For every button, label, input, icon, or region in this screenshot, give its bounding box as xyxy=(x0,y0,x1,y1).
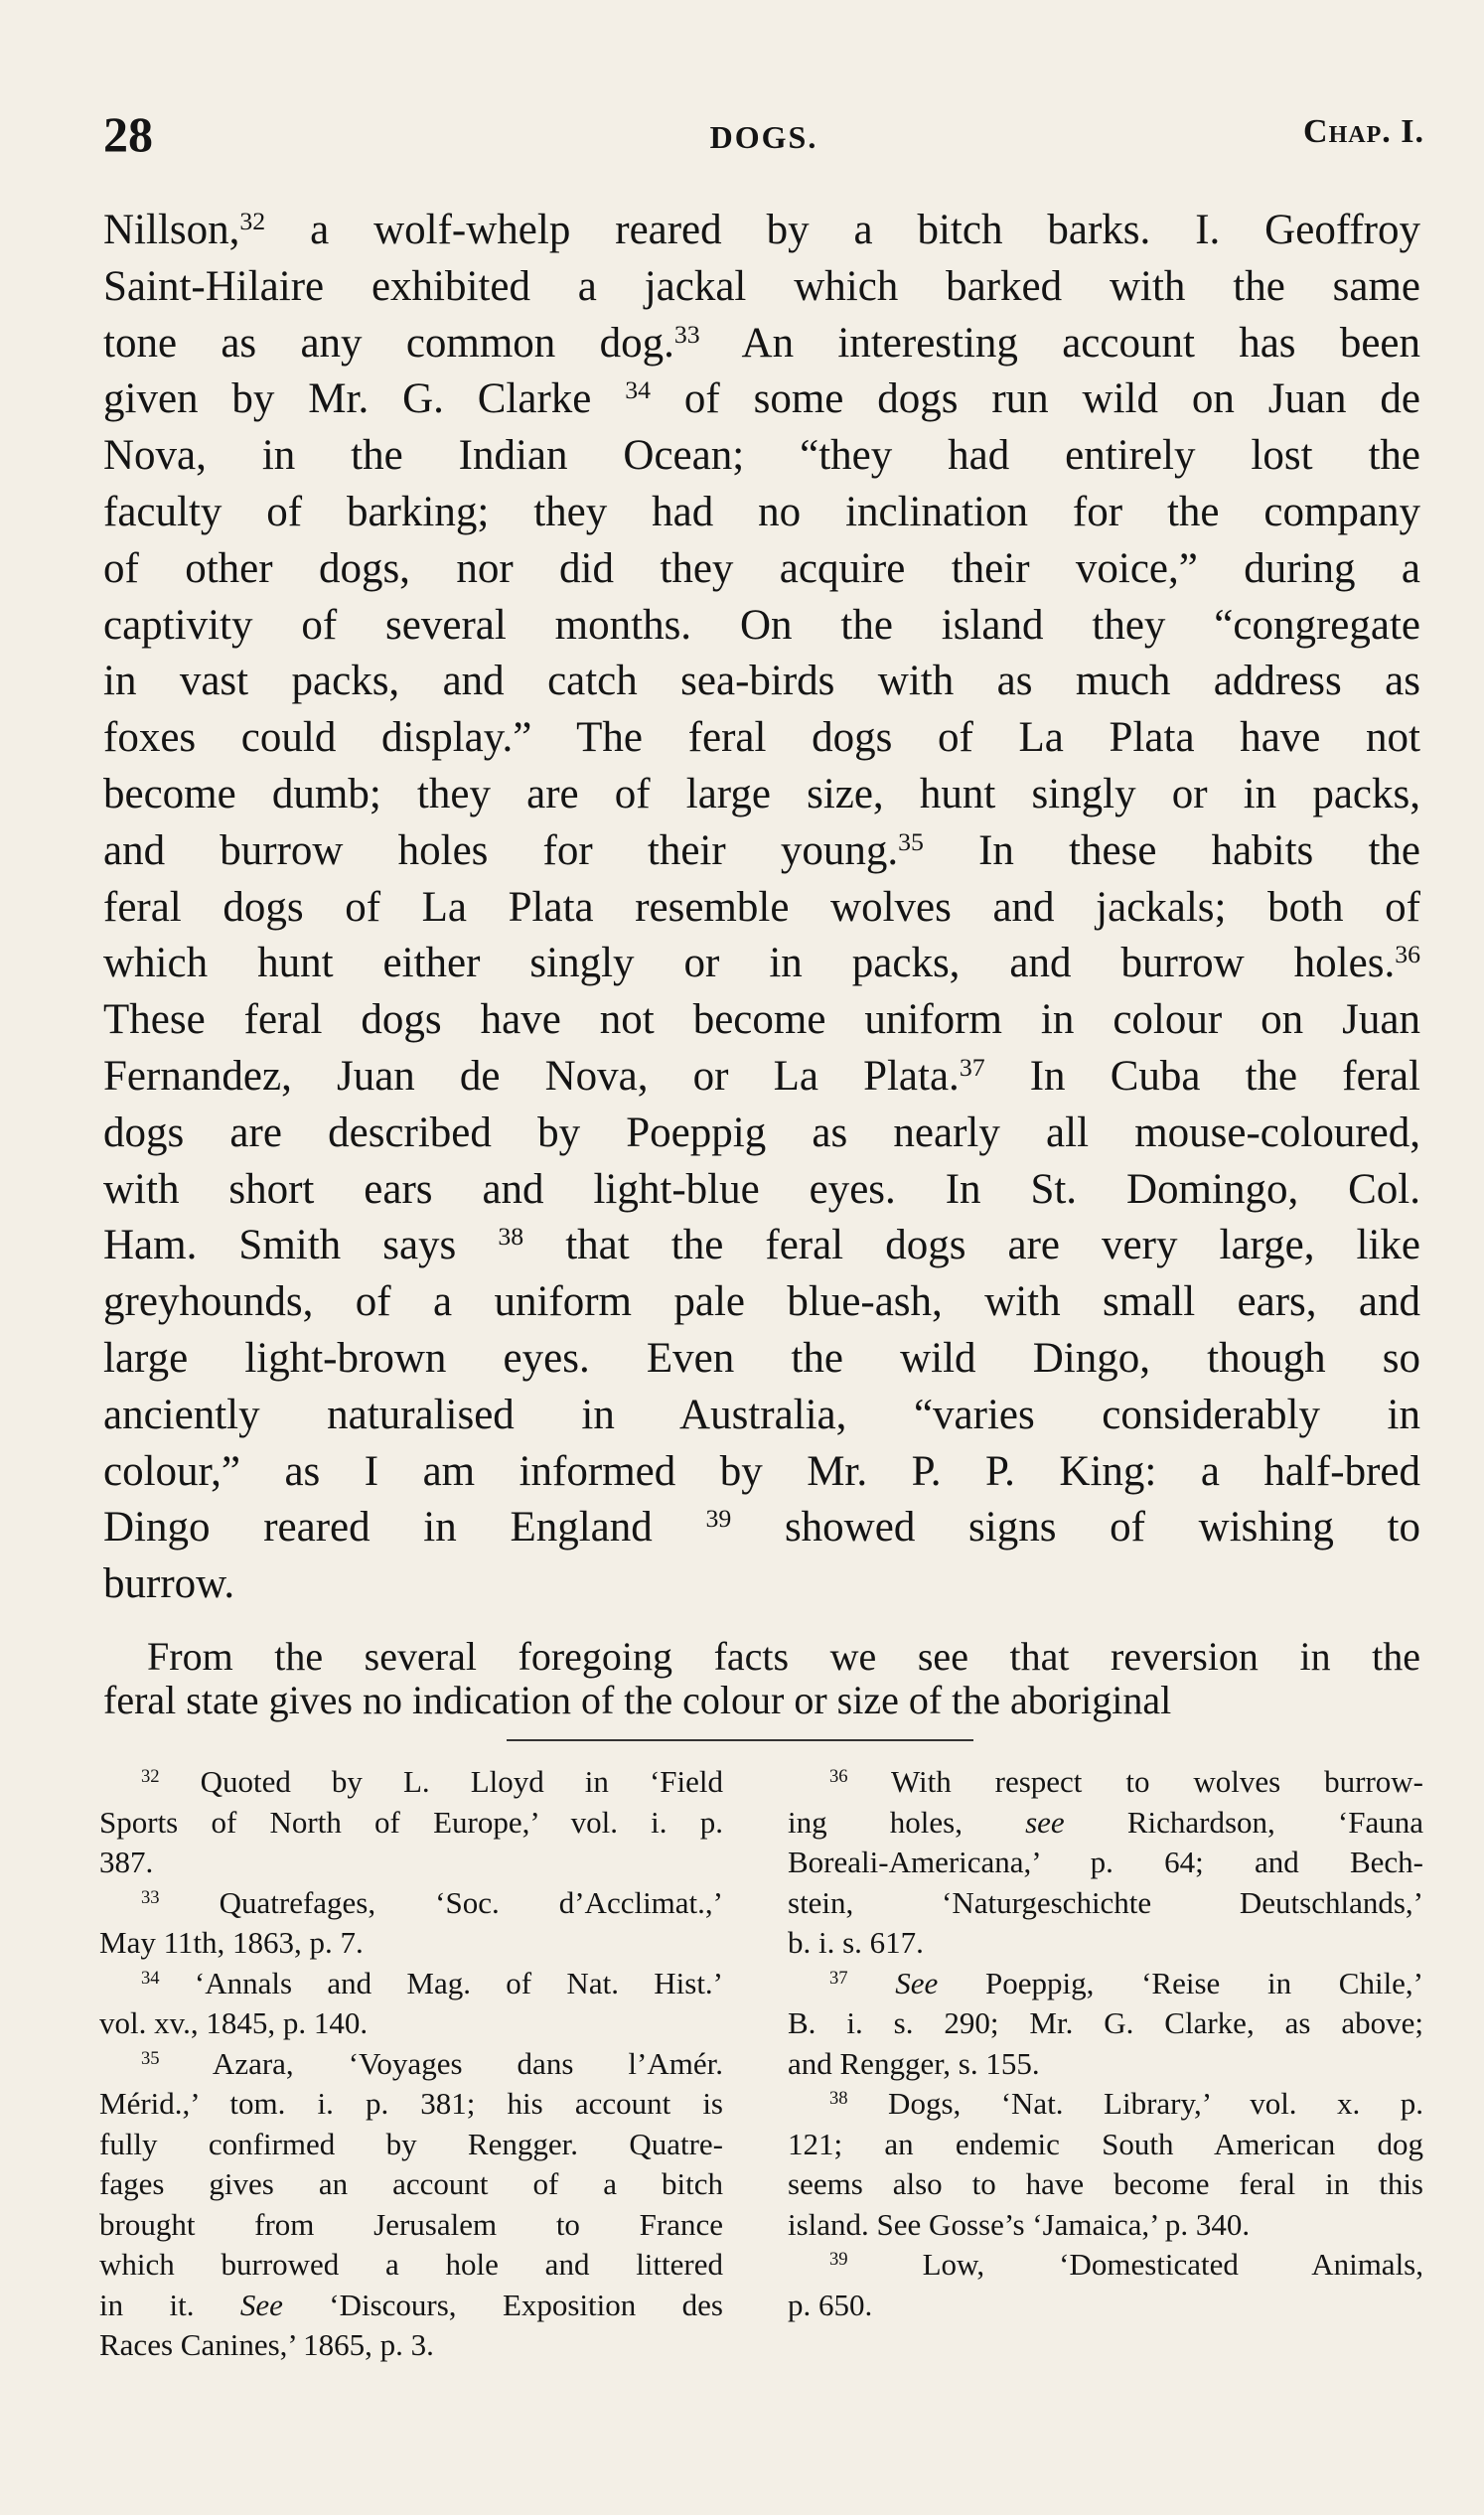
footnote-line xyxy=(788,1964,1423,2004)
text-line xyxy=(103,823,1420,880)
text-run: Quatrefages, ‘Soc. d’Acclimat.,’ xyxy=(159,1884,723,1920)
footnote-line xyxy=(99,2084,723,2125)
text-run: fully confirmed by Rengger. Quatre- xyxy=(99,2126,723,2161)
text-run: From the several foregoing facts we see that reversion in the xyxy=(147,1634,1420,1679)
text-line xyxy=(103,1500,1420,1556)
text-run: ‘Discours, Exposition des xyxy=(282,2287,723,2322)
text-run: Mérid.,’ tom. i. p. 381; his account is xyxy=(99,2086,723,2121)
footnote-line xyxy=(99,2325,723,2366)
text-run: of some dogs run wild on Juan de xyxy=(651,375,1420,423)
text-run: stein, ‘Naturgeschichte Deutschlands,’ xyxy=(788,1884,1423,1920)
text-line xyxy=(103,1049,1420,1106)
footnote-ref: 35 xyxy=(898,826,924,856)
text-run: Fernandez, Juan de Nova, or La Plata. xyxy=(103,1052,960,1100)
footnote-line xyxy=(99,1803,723,1844)
footnote-ref: 35 xyxy=(141,2047,160,2069)
italic-text: see xyxy=(1025,1804,1065,1840)
text-line xyxy=(103,767,1420,823)
footnote-ref: 32 xyxy=(141,1765,160,1787)
italic-text: See xyxy=(239,2287,283,2322)
text-run: Dingo reared in England xyxy=(103,1504,706,1552)
footnote-line xyxy=(788,2164,1423,2205)
page-header xyxy=(103,105,1424,165)
text-run: May 11th, 1863, p. 7. xyxy=(99,1925,364,1960)
text-line xyxy=(103,316,1420,372)
footnote-ref: 32 xyxy=(239,206,266,235)
text-run: These feral dogs have not become uniform in colour on Juan xyxy=(103,996,1420,1044)
footnote-line xyxy=(788,2245,1423,2286)
text-line xyxy=(103,880,1420,937)
footnote-line xyxy=(99,1964,723,2004)
footnote xyxy=(788,1762,1423,1964)
text-line xyxy=(103,1444,1420,1501)
footnote-ref: 38 xyxy=(829,2087,848,2109)
text-run: which hunt either singly or in packs, and burrow holes. xyxy=(103,940,1396,987)
text-run: Low, ‘Domesticated Animals, xyxy=(847,2247,1423,2282)
text-line xyxy=(103,203,1420,259)
text-run: tone as any common dog. xyxy=(103,319,674,367)
text-line xyxy=(103,710,1420,767)
footnote-ref: 34 xyxy=(141,1967,160,1989)
text-run: Boreali-Americana,’ p. 64; and Bech- xyxy=(788,1845,1423,1879)
text-run: that the feral dogs are very large, like xyxy=(523,1222,1420,1269)
text-run: and Rengger, s. 155. xyxy=(788,2045,1040,2081)
text-run: In these habits the xyxy=(923,826,1420,874)
text-line xyxy=(103,1635,1420,1679)
text-line xyxy=(103,1388,1420,1444)
footnote-line xyxy=(99,2205,723,2246)
footnote-line xyxy=(788,2084,1423,2125)
text-run: and burrow holes for their young. xyxy=(103,826,899,874)
text-run: Nillson, xyxy=(103,207,240,253)
footnote-ref: 39 xyxy=(705,1504,732,1534)
footnote-ref: 38 xyxy=(498,1222,524,1252)
page-number: 28 xyxy=(103,106,153,162)
text-line xyxy=(103,428,1420,485)
text-run xyxy=(848,1966,896,2000)
footnote-ref: 36 xyxy=(829,1765,848,1787)
text-run: faculty of barking; they had no inclination for the company xyxy=(103,488,1420,535)
text-run: given by Mr. G. Clarke xyxy=(103,375,626,423)
text-line xyxy=(103,1679,1420,1722)
text-run: fages gives an account of a bitch xyxy=(99,2166,723,2201)
text-run: burrow. xyxy=(103,1560,235,1608)
footnote-line xyxy=(99,2044,723,2085)
text-line xyxy=(103,598,1420,655)
footnote-line xyxy=(99,1843,723,1883)
footnote xyxy=(788,1964,1423,2085)
footnote-ref: 33 xyxy=(673,319,700,349)
text-run: feral dogs of La Plata resemble wolves and jackals; both of xyxy=(103,883,1420,931)
footnote-line xyxy=(99,1883,723,1924)
text-line xyxy=(103,259,1420,316)
footnote-ref: 33 xyxy=(141,1886,160,1908)
text-run: anciently naturalised in Australia, “varies considerably in xyxy=(103,1391,1420,1438)
text-run: in vast packs, and catch sea-birds with as much address as xyxy=(103,658,1420,705)
text-line xyxy=(103,992,1420,1049)
italic-text: See xyxy=(895,1965,939,2000)
footnote-line xyxy=(99,1762,723,1803)
text-run: in it. xyxy=(99,2287,240,2322)
footnote-line xyxy=(99,2286,723,2326)
footnotes-left-column xyxy=(99,1762,723,2366)
text-run: p. 650. xyxy=(788,2287,873,2322)
text-line xyxy=(103,1274,1420,1331)
running-title: DOGS. xyxy=(709,119,818,155)
text-line xyxy=(103,485,1420,541)
footnote-line xyxy=(788,2125,1423,2165)
text-run: Ham. Smith says xyxy=(103,1222,499,1269)
text-line xyxy=(103,1106,1420,1162)
footnote-line xyxy=(99,2125,723,2165)
footnote-line xyxy=(788,1803,1423,1844)
text-run: Races Canines,’ 1865, p. 3. xyxy=(99,2327,434,2362)
text-line xyxy=(103,1556,1420,1613)
text-run: Saint-Hilaire exhibited a jackal which barked with the same xyxy=(103,262,1420,310)
text-run: 387. xyxy=(99,1845,154,1879)
text-run: Nova, in the Indian Ocean; “they had entirely lost the xyxy=(103,432,1420,480)
text-run: become dumb; they are of large size, hunt singly or in packs, xyxy=(103,770,1420,817)
footnote-ref: 36 xyxy=(1395,940,1420,969)
footnote-line xyxy=(99,2245,723,2286)
text-run: Richardson, ‘Fauna xyxy=(1064,1804,1423,1840)
text-run: which burrowed a hole and littered xyxy=(99,2247,723,2282)
footnote-line xyxy=(788,2003,1423,2044)
text-run: seems also to have become feral in this xyxy=(788,2166,1423,2201)
text-run: showed signs of wishing to xyxy=(731,1504,1420,1552)
text-run: of other dogs, nor did they acquire their voice,” during a xyxy=(103,544,1420,592)
footnote xyxy=(99,1762,723,1883)
text-line xyxy=(103,1331,1420,1388)
footnote-ref: 37 xyxy=(959,1052,985,1082)
text-run: ‘Annals and Mag. of Nat. Hist.’ xyxy=(159,1965,723,2000)
footnote-line xyxy=(788,1762,1423,1803)
footnote-line xyxy=(788,1923,1423,1964)
footnote-ref: 34 xyxy=(625,375,652,405)
text-line xyxy=(103,1218,1420,1274)
text-run: Dogs, ‘Nat. Library,’ vol. x. p. xyxy=(847,2086,1423,2121)
text-line xyxy=(103,936,1420,992)
footnote-line xyxy=(788,2044,1423,2085)
footnote-rule xyxy=(507,1739,973,1741)
text-run: greyhounds, of a uniform pale blue-ash, with small ears, and xyxy=(103,1278,1420,1326)
text-run: foxes could display.” The feral dogs of La Plata have not xyxy=(103,714,1420,762)
footnote xyxy=(788,2245,1423,2325)
main-text xyxy=(103,203,1420,1722)
text-run: B. i. s. 290; Mr. G. Clarke, as above; xyxy=(788,2005,1423,2040)
paragraph xyxy=(103,203,1420,1613)
footnote-ref: 39 xyxy=(829,2248,848,2270)
text-line xyxy=(103,1162,1420,1219)
text-run: 121; an endemic South American dog xyxy=(788,2126,1423,2161)
footnote xyxy=(788,2084,1423,2245)
footnote xyxy=(99,2044,723,2366)
text-run: captivity of several months. On the island they “congregate xyxy=(103,601,1420,649)
text-run: An interesting account has been xyxy=(699,319,1420,367)
text-run: With respect to wolves burrow- xyxy=(847,1764,1423,1799)
text-line xyxy=(103,654,1420,710)
text-run: dogs are described by Poeppig as nearly all mouse-coloured, xyxy=(103,1109,1420,1156)
text-run: Poeppig, ‘Reise in Chile,’ xyxy=(938,1965,1423,2000)
text-run: with short ears and light-blue eyes. In St. Domingo, Col. xyxy=(103,1165,1420,1213)
chapter-label: Chap. I. xyxy=(1303,113,1424,150)
text-run: Quoted by L. Lloyd in ‘Field xyxy=(159,1764,723,1799)
footnote-line xyxy=(99,2164,723,2205)
text-line xyxy=(103,371,1420,428)
paragraph xyxy=(103,1635,1420,1722)
footnote xyxy=(99,1883,723,1964)
text-run: vol. xv., 1845, p. 140. xyxy=(99,2005,369,2040)
text-run: a wolf-whelp reared by a bitch barks. I. Geoffroy xyxy=(265,207,1420,253)
footnote-line xyxy=(99,2003,723,2044)
footnote-line xyxy=(788,1843,1423,1883)
footnote-line xyxy=(788,2286,1423,2326)
text-run: Sports of North of Europe,’ vol. i. p. xyxy=(99,1804,723,1840)
footnote-ref: 37 xyxy=(829,1967,848,1989)
text-run: brought from Jerusalem to France xyxy=(99,2206,723,2242)
text-run: b. i. s. 617. xyxy=(788,1925,924,1960)
footnote xyxy=(99,1964,723,2044)
text-run: Azara, ‘Voyages dans l’Amér. xyxy=(159,2045,723,2081)
text-run: feral state gives no indication of the colour or size of the aboriginal xyxy=(103,1678,1172,1722)
text-run: In Cuba the feral xyxy=(984,1052,1420,1100)
text-line xyxy=(103,541,1420,598)
text-run: large light-brown eyes. Even the wild Dingo, though so xyxy=(103,1334,1420,1382)
footnote-line xyxy=(788,2205,1423,2246)
footnote-line xyxy=(99,1923,723,1964)
text-run: colour,” as I am informed by Mr. P. P. King: a half-bred xyxy=(103,1447,1420,1495)
footnotes-right-column xyxy=(788,1762,1423,2325)
text-run: island. See Gosse’s ‘Jamaica,’ p. 340. xyxy=(788,2206,1251,2242)
text-run: ing holes, xyxy=(788,1804,1026,1840)
footnote-line xyxy=(788,1883,1423,1924)
